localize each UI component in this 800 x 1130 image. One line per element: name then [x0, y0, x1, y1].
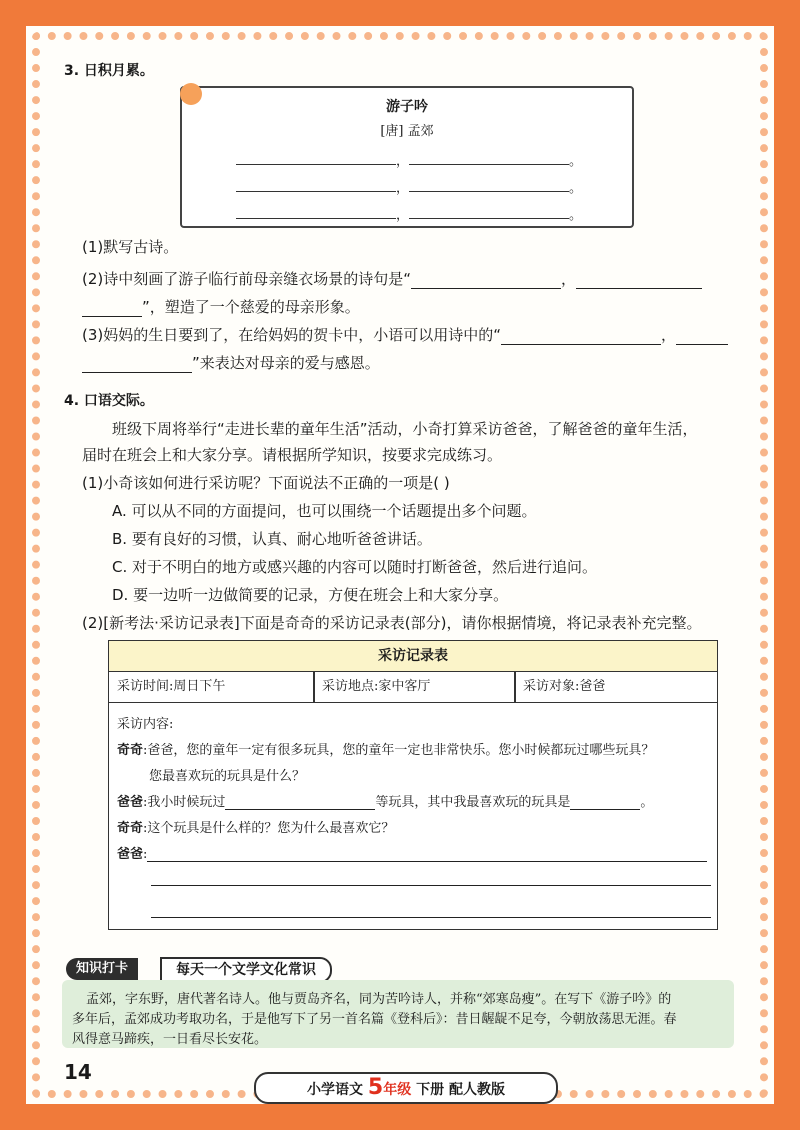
poem-blank[interactable] [409, 152, 569, 165]
poem-line-3 [236, 204, 582, 223]
q4-intro-line1: 班级下周将举行“走进长辈的童年生活”活动，小奇打算采访爸爸，了解爸爸的童年生活， [112, 420, 698, 438]
knowledge-card-tab: 知识打卡 [66, 958, 138, 980]
speaker-baba: 爸爸 [117, 795, 144, 810]
poem-decoration-dot [180, 83, 202, 105]
option-d[interactable]: D. 要一边听一边做简要的记录，方便在班会上和大家分享。 [112, 586, 509, 604]
knowledge-card-subtitle: 每天一个文学文化常识 [160, 957, 332, 983]
poem-blank[interactable] [409, 206, 569, 219]
poem-line-2 [236, 177, 582, 196]
q3-sub1: (1)默写古诗。 [82, 238, 179, 256]
poem-author: [唐] 孟郊 [380, 124, 434, 139]
card-line-3: 风得意马蹄疾，一日看尽长安花。 [72, 1032, 268, 1047]
interview-target: 采访对象:爸爸 [515, 671, 717, 703]
poem-period: 。 [569, 154, 583, 169]
q3-sub2-line1 [82, 268, 702, 289]
answer-blank[interactable] [82, 358, 192, 373]
volume-label: 下册 [416, 1082, 445, 1098]
poem-blank[interactable] [236, 206, 396, 219]
q3-sub3-text: (3)妈妈的生日要到了，在给妈妈的贺卡中，小语可以用诗中的“ [82, 326, 502, 344]
dialogue-text: 等玩具，其中我最喜欢玩的玩具是 [375, 795, 571, 810]
card-line-1: 孟郊，字东野，唐代著名诗人。他与贾岛齐名，同为苦吟诗人，并称“郊寒岛瘦”。在写下《游子吟》的 [86, 992, 672, 1007]
poem-box [180, 86, 634, 228]
poem-comma: ， [396, 181, 410, 196]
interview-time: 采访时间:周日下午 [109, 671, 313, 703]
q3-sub2-text-end: ”，塑造了一个慈爱的母亲形象。 [142, 298, 360, 316]
q3-sub2-line2 [82, 296, 360, 317]
poem-blank[interactable] [236, 179, 396, 192]
answer-blank[interactable] [570, 797, 640, 810]
poem-comma: ， [396, 154, 410, 169]
dialogue-line-1b: 您最喜欢玩的玩具是什么？ [149, 769, 306, 784]
poem-period: 。 [569, 181, 583, 196]
option-b[interactable]: B. 要有良好的习惯，认真、耐心地听爸爸讲话。 [112, 530, 432, 548]
q4-sub2-tag: (2)[新考法·采访记录表] [82, 614, 240, 632]
dialogue-text: 。 [640, 795, 654, 810]
q4-sub2 [82, 612, 701, 633]
answer-blank[interactable] [576, 274, 702, 289]
dialogue-text: :我小时候玩过 [143, 795, 226, 810]
dialogue-line-3 [117, 817, 394, 836]
q3-title: 3. 日积月累。 [64, 63, 154, 79]
subject-label: 小学语文 [307, 1082, 364, 1098]
interview-place: 采访地点:家中客厅 [314, 671, 514, 703]
poem-blank[interactable] [409, 179, 569, 192]
content-label: 采访内容: [117, 717, 174, 732]
speaker-qiqi: 奇奇 [117, 743, 144, 758]
answer-line[interactable] [151, 917, 711, 918]
answer-blank[interactable] [411, 274, 561, 289]
knowledge-card-body [62, 980, 734, 1048]
answer-blank[interactable] [501, 330, 661, 345]
q4-sub1: (1)小奇该如何进行采访呢？下面说法不正确的一项是( ) [82, 474, 450, 492]
speaker-qiqi: 奇奇 [117, 821, 144, 836]
page-number: 14 [64, 1060, 92, 1084]
answer-blank[interactable] [147, 849, 707, 862]
q4-intro-line2: 届时在班会上和大家分享。请根据所学知识，按要求完成练习。 [82, 446, 503, 464]
grade-number: 5 [367, 1075, 384, 1100]
poem-line-1 [236, 150, 582, 169]
q3-sub3-text-end: ”来表达对母亲的爱与感恩。 [192, 354, 380, 372]
q3-sub2-text: (2)诗中刻画了游子临行前母亲缝衣场景的诗句是“ [82, 270, 412, 288]
speaker-baba: 爸爸 [117, 847, 144, 862]
dialogue-line-2 [117, 791, 653, 810]
table-header: 采访记录表 [109, 641, 717, 672]
interview-record-table [108, 640, 718, 930]
poem-blank[interactable] [236, 152, 396, 165]
q3-sub3-line2 [82, 352, 380, 373]
dialogue-line-1 [117, 739, 654, 758]
answer-blank[interactable] [225, 797, 375, 810]
option-a[interactable]: A. 可以从不同的方面提问，也可以围绕一个话题提出多个问题。 [112, 502, 537, 520]
poem-comma: ， [396, 208, 410, 223]
q4-title: 4. 口语交际。 [64, 393, 154, 409]
dialogue-text: :这个玩具是什么样的？您为什么最喜欢它？ [143, 821, 395, 836]
poem-title: 游子吟 [386, 99, 428, 115]
card-line-2: 多年后，孟郊成功考取功名，于是他写下了另一首名篇《登科后》：昔日龌龊不足夸，今朝放荡思无涯。春 [72, 1012, 677, 1027]
answer-line[interactable] [151, 885, 711, 886]
grade-word: 年级 [383, 1082, 412, 1098]
poem-period: 。 [569, 208, 583, 223]
dialogue-colon: : [143, 847, 148, 862]
comma: ， [661, 326, 677, 344]
answer-blank[interactable] [82, 302, 142, 317]
q3-sub3-line1 [82, 324, 728, 345]
book-label [254, 1072, 558, 1104]
edition-label: 配人教版 [448, 1082, 505, 1098]
dialogue-text: :爸爸，您的童年一定有很多玩具，您的童年一定也非常快乐。您小时候都玩过哪些玩具？ [143, 743, 655, 758]
answer-blank[interactable] [676, 330, 728, 345]
comma: ， [561, 270, 577, 288]
option-c[interactable]: C. 对于不明白的地方或感兴趣的内容可以随时打断爸爸，然后进行追问。 [112, 558, 598, 576]
dialogue-line-4 [117, 843, 707, 862]
q4-sub2-text: 下面是奇奇的采访记录表(部分)，请你根据情境，将记录表补充完整。 [239, 614, 702, 632]
